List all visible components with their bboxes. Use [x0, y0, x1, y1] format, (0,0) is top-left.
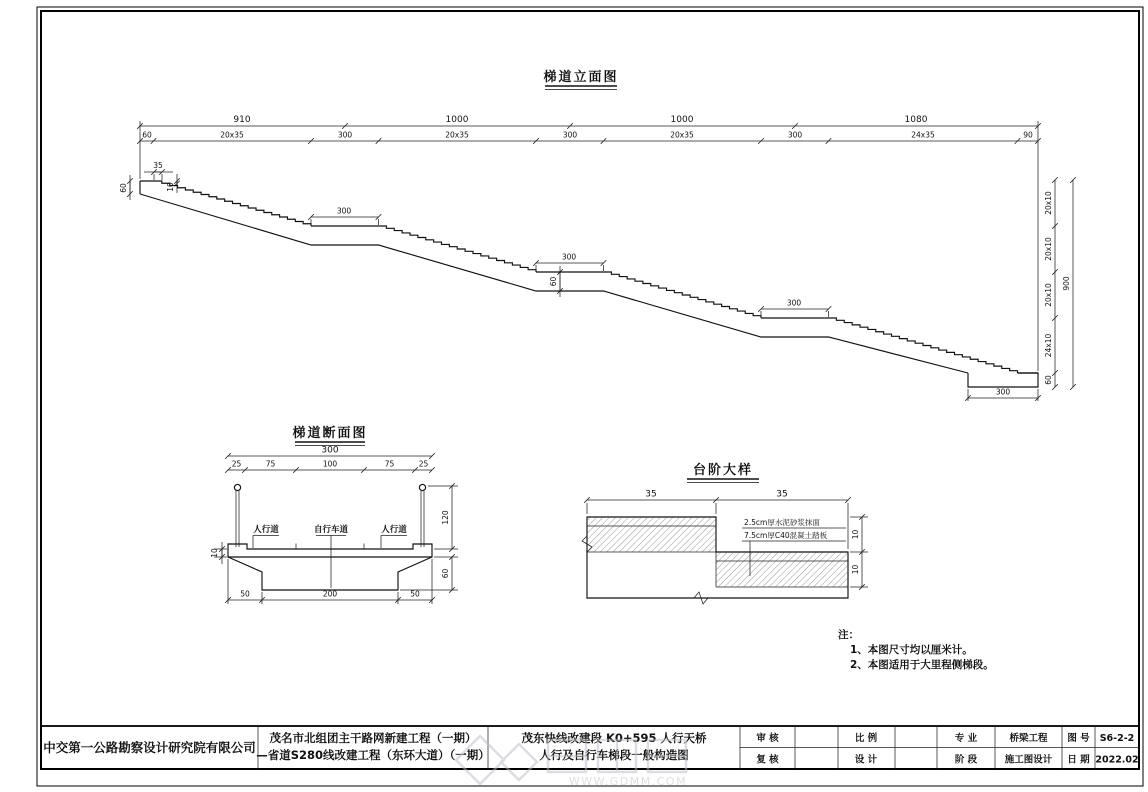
- dim-label: 300: [336, 206, 352, 216]
- dim-label: 20x10: [1044, 237, 1053, 261]
- section-title: 梯道断面图: [292, 426, 368, 441]
- dim-label: 10: [210, 548, 219, 558]
- stair-flight-2: [379, 226, 537, 272]
- dim-label: 75: [265, 459, 276, 469]
- dim-label: 900: [1062, 276, 1071, 291]
- elevation-title: 梯道立面图: [543, 70, 619, 85]
- dim-label: 50: [410, 589, 420, 599]
- note-item-1: 1、本图尺寸均以厘米计。: [850, 644, 973, 656]
- note-item-2: 2、本图适用于大里程侧梯段。: [850, 659, 994, 671]
- dim-label: 300: [337, 130, 353, 140]
- notes: [838, 628, 994, 671]
- label-scale: 比 例: [854, 733, 878, 744]
- dim-label: 300: [786, 298, 802, 308]
- value-specialty: 桥梁工程: [1009, 733, 1048, 744]
- label-specialty: 专 业: [954, 733, 978, 744]
- dim-label: 60: [1044, 375, 1053, 385]
- dim-label: 35: [776, 489, 788, 500]
- dim-label: 35: [645, 489, 657, 500]
- dim-label: 10: [851, 529, 860, 540]
- annotation-concrete: 7.5cm厚C40混凝土踏板: [744, 531, 828, 540]
- drawing-title-line2: 人行及自行车梯段一般构造图: [539, 748, 689, 762]
- dim-label: 60: [119, 183, 128, 193]
- project-name-line1: 茂名市北组团主干路网新建工程（一期）: [269, 731, 477, 745]
- dim-label: 300: [561, 252, 577, 262]
- dim-label: 10: [851, 564, 860, 575]
- det-dim-top: [584, 497, 851, 503]
- notes-heading: 注：: [838, 629, 859, 641]
- elev-dim-right-chain: [1052, 177, 1058, 390]
- label-drawing-no: 图 号: [1067, 733, 1090, 744]
- dim-label: 24x35: [911, 130, 935, 140]
- dim-label: 10: [166, 182, 175, 192]
- label-stage: 阶 段: [954, 754, 978, 766]
- label-designer: 设 计: [854, 754, 878, 766]
- dim-label: 35: [153, 161, 163, 170]
- dim-label: 24x10: [1044, 333, 1053, 358]
- dim-label: 20x35: [670, 130, 694, 140]
- dim-label: 20x10: [1044, 283, 1053, 307]
- elevation-view: [119, 69, 1076, 401]
- value-date: 2022.02: [1095, 754, 1139, 766]
- value-stage: 施工图设计: [1004, 754, 1053, 766]
- dim-label: 50: [240, 589, 250, 599]
- dim-label: 300: [562, 130, 578, 140]
- dim-label: 100: [322, 459, 338, 469]
- railing-right: [419, 484, 425, 490]
- title-block: [41, 726, 1139, 769]
- stair-flight-1: [154, 181, 311, 226]
- topping-hatch-lower: [716, 552, 848, 587]
- dim-label: 25: [231, 459, 242, 469]
- dim-label: 1000: [445, 115, 469, 125]
- step-detail-view: [582, 462, 868, 604]
- lane-label-sidewalk-left: 人行道: [253, 525, 279, 535]
- stair-flight-4: [829, 318, 1018, 373]
- section-shape: [228, 484, 432, 590]
- dim-label: 25: [418, 459, 429, 469]
- dim-label: 75: [384, 459, 395, 469]
- lane-label-sidewalk-right: 人行道: [381, 525, 407, 535]
- dim-label: 120: [441, 510, 450, 525]
- label-reviewer: 审 核: [756, 733, 779, 744]
- lane-leaders: [253, 536, 407, 589]
- dim-label: 910: [233, 115, 251, 125]
- stair-flight-3: [604, 272, 762, 318]
- section-view: [210, 425, 458, 604]
- topping-hatch-upper: [587, 517, 716, 552]
- dim-label: 20x10: [1044, 191, 1053, 215]
- dim-label: 60: [142, 130, 152, 140]
- dim-label: 90: [1023, 130, 1033, 140]
- sec-extension-lines: [214, 486, 458, 604]
- watermark-logo-diamond2: [501, 744, 537, 780]
- railing-posts: [236, 491, 424, 547]
- elev-extension-lines: [130, 121, 1038, 401]
- annotation-mortar: 2.5cm厚水泥砂浆抹面: [744, 518, 820, 527]
- sec-dim-beam: [449, 554, 455, 593]
- beam-outline: [228, 557, 432, 590]
- company-name: 中交第一公路勘察设计研究院有限公司: [43, 740, 256, 755]
- dim-label: 300: [995, 387, 1011, 397]
- inner-frame: [41, 11, 1139, 769]
- label-checker: 复 核: [756, 754, 779, 766]
- top-block: [140, 181, 154, 194]
- dim-label: 1080: [904, 115, 928, 125]
- dim-label: 300: [787, 130, 803, 140]
- value-drawing-no: S6-2-2: [1099, 733, 1135, 744]
- dim-label: 1000: [670, 115, 694, 125]
- base-block: [968, 373, 1038, 387]
- dim-label: 20x35: [445, 130, 469, 140]
- dim-label: 60: [441, 568, 450, 579]
- project-name-line2: —省道S280线改建工程（东环大道）（一期）: [256, 748, 490, 762]
- drawing-title-line1: 茂东快线改建段 K0+595 人行天桥: [521, 731, 707, 745]
- sec-dim-railing: [449, 483, 455, 552]
- watermark-text: WWW.GDMM.COM: [568, 775, 688, 788]
- lane-label-bike: 自行车道: [313, 525, 349, 535]
- deck-slab: [228, 544, 432, 557]
- dim-label: 200: [322, 589, 338, 599]
- dim-label: 300: [321, 445, 339, 456]
- label-date: 日 期: [1067, 754, 1090, 766]
- dim-label: 60: [549, 276, 558, 287]
- stair-profile: [140, 181, 1038, 387]
- railing-left: [234, 484, 240, 490]
- dim-label: 20x35: [220, 130, 244, 140]
- elev-dim-total-height: [1070, 177, 1076, 390]
- elev-dim-row2: [137, 138, 1041, 144]
- detail-title: 台阶大样: [692, 463, 754, 478]
